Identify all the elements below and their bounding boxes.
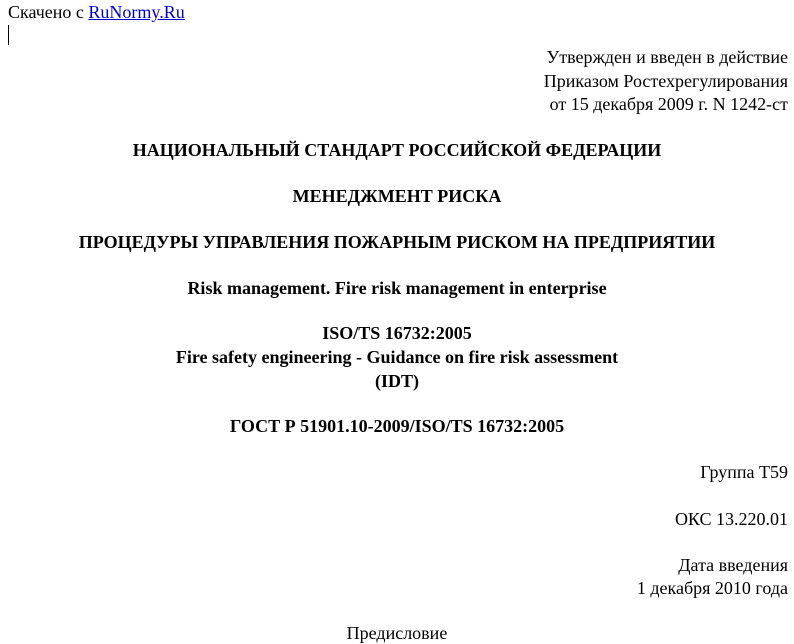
oks-label: ОКС 13.220.01 — [674, 509, 788, 529]
approval-line-1: Утвержден и введен в действие — [546, 47, 788, 67]
approval-line-2: Приказом Ростехрегулирования — [543, 71, 788, 91]
text-cursor — [8, 25, 9, 45]
source-prefix: Скачено с — [8, 2, 89, 22]
group-label: Группа Т59 — [700, 462, 788, 482]
gost-designation: ГОСТ Р 51901.10-2009/ISO/TS 16732:2005 — [229, 416, 565, 436]
runormy-link[interactable]: RuNormy.Ru — [88, 2, 185, 22]
iso-code: ISO/TS 16732:2005 — [322, 323, 472, 343]
intro-date-label: Дата введения — [678, 555, 788, 575]
procedures-heading: ПРОЦЕДУРЫ УПРАВЛЕНИЯ ПОЖАРНЫМ РИСКОМ НА ПРЕДПРИЯТИИ — [78, 232, 716, 252]
approval-line-3: от 15 декабря 2009 г. N 1242-ст — [549, 94, 788, 114]
iso-title: Fire safety engineering - Guidance on fire risk assessment — [175, 347, 619, 367]
risk-management-heading: МЕНЕДЖМЕНТ РИСКА — [292, 186, 502, 206]
english-title: Risk management. Fire risk management in enterprise — [187, 278, 607, 298]
national-standard-heading: НАЦИОНАЛЬНЫЙ СТАНДАРТ РОССИЙСКОЙ ФЕДЕРАЦИИ — [132, 140, 662, 160]
preface-heading: Предисловие — [346, 623, 448, 643]
source-line — [8, 1, 185, 23]
intro-date-value: 1 декабря 2010 года — [636, 578, 788, 598]
idt-label: (IDT) — [375, 371, 419, 391]
